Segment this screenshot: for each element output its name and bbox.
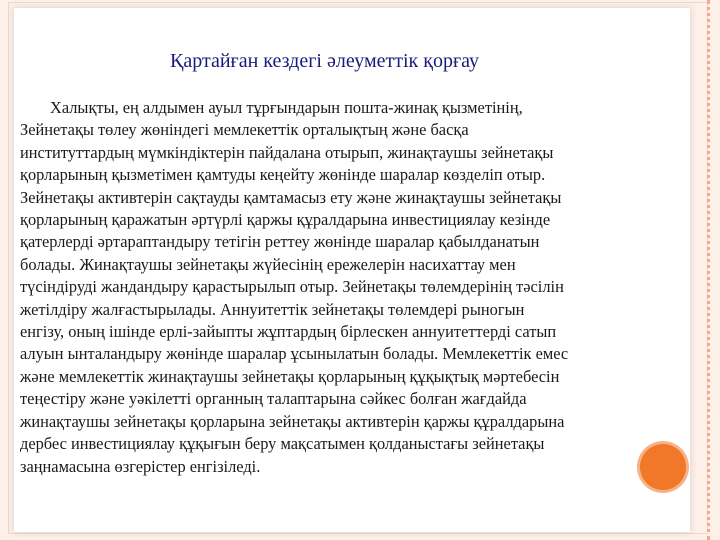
body-line: Зейнетақы төлеу жөніндегі мемлекеттік орталықтың және басқа [20, 120, 469, 140]
body-line: жинақтаушы зейнетақы қорларына зейнетақы активтерін қаржы құралдарына [20, 411, 565, 431]
body-line: болады. Жинақтаушы зейнетақы жүйесінің ережелерін насихаттау мен [20, 254, 516, 274]
body-line: заңнамасына өзгерістер енгізіледі. [20, 456, 261, 476]
body-line: қорларының қаражатын әртүрлі қаржы құралдарына инвестициялау кезінде [20, 210, 551, 230]
body-line: теңестіру және уәкілетті органның талаптарына сәйкес болған жағдайда [20, 389, 527, 409]
dotted-rail-decoration [707, 0, 710, 540]
body-line: алуын ынталандыру жөнінде шаралар ұсынылатын болады. Мемлекеттік емес [20, 344, 569, 364]
body-line: Халықты, ең алдымен ауыл тұрғындарын пошта-жинақ қызметінің, [50, 98, 523, 117]
body-paragraph [20, 97, 688, 478]
slide-title: Қартайған кездегі әлеуметтік қорғау [170, 50, 480, 72]
body-line: Зейнетақы активтерін сақтауды қамтамасыз ету және жинақтаушы зейнетақы [20, 187, 562, 207]
body-line: институттардың мүмкіндіктерін пайдалана отырып, жинақтаушы зейнетақы [20, 142, 554, 162]
body-line: енгізу, оның ішінде ерлі-зайыпты жұптардың бірлескен аннуитеттерді сатып [20, 322, 557, 342]
accent-circle-decoration [640, 444, 686, 490]
body-line: дербес инвестициялау құқығын беру мақсатымен қолданыстағы зейнетақы [20, 434, 545, 454]
body-line: қатерлерді әртараптандыру тетігін реттеу жөнінде шаралар қабылданатын [20, 232, 540, 252]
body-line: және мемлекеттік жинақтаушы зейнетақы қорларының құқықтық мәртебесін [20, 366, 560, 386]
body-line: қорларының қызметімен қамтуды кеңейту жөнінде шаралар көзделіп отыр. [20, 165, 546, 185]
body-line: жетілдіру жалғастырылады. Аннуитеттік зейнетақы төлемдері рыногын [20, 299, 525, 319]
body-line: түсіндіруді жандандыру қарастырылып отыр. Зейнетақы төлемдерінің тәсілін [20, 277, 564, 297]
